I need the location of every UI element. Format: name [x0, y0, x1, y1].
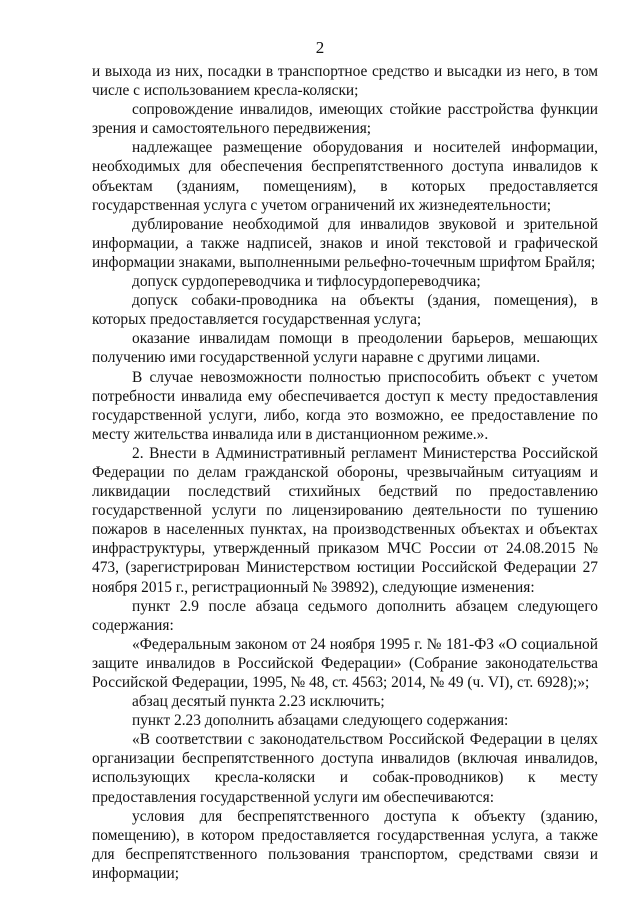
paragraph: допуск собаки-проводника на объекты (здания, помещения), в которых предоставляется государственная услуга; — [92, 292, 598, 329]
paragraph: допуск сурдопереводчика и тифлосурдопереводчика; — [132, 273, 481, 291]
paragraph: сопровождение инвалидов, имеющих стойкие расстройства функции зрения и самостоятельного передвижения; — [92, 101, 598, 138]
paragraph: 2. Внести в Административный регламент Министерства Российской Федерации по делам гражданской обороны, чрезвычайным ситуациям и ликвидации последствий стихийных бедствий по предоставлению государственной услуги по лицензированию деятельности по тушению пожаров в населенных пунктах, на производственных объектах и объектах инфраструктуры, утвержденный приказом МЧС России от 24.08.2015 № 473, (зарегистрирован Министерством юстиции Российской Федерации 27 ноября 2015 г., регистрационный № 39892), следующие изменения: — [92, 444, 598, 596]
paragraph: оказание инвалидам помощи в преодолении барьеров, мешающих получению ими государственной услуги наравне с другими лицами. — [92, 330, 598, 367]
document-body — [92, 62, 598, 883]
page-number: 2 — [315, 38, 325, 57]
paragraph: пункт 2.23 дополнить абзацами следующего содержания: — [132, 712, 509, 730]
paragraph: В случае невозможности полностью приспособить объект с учетом потребности инвалида ему обеспечивается доступ к месту предоставления государственной услуги, либо, когда это возможно, ее предоставление по месту жительства инвалида или в дистанционном режиме.». — [92, 368, 598, 443]
paragraph: надлежащее размещение оборудования и носителей информации, необходимых для обеспечения беспрепятственного доступа инвалидов к объектам (зданиям, помещениям), в которых предоставляется государственная услуга с учетом ограничений их жизнедеятельности; — [92, 139, 598, 214]
paragraph: пункт 2.9 после абзаца седьмого дополнить абзацем следующего содержания: — [92, 597, 598, 634]
paragraph-continuation: и выхода из них, посадки в транспортное средство и высадки из него, в том числе с использованием кресла-коляски; — [92, 63, 598, 100]
paragraph: абзац десятый пункта 2.23 исключить; — [132, 693, 385, 711]
paragraph: «Федеральным законом от 24 ноября 1995 г. № 181-ФЗ «О социальной защите инвалидов в Российской Федерации» (Собрание законодательства Российской Федерации, 1995, № 48, ст. 4563; 2014, № 49 (ч. VI), ст. 6928);»; — [92, 635, 598, 691]
paragraph: дублирование необходимой для инвалидов звуковой и зрительной информации, а также надписей, знаков и иной текстовой и графической информации знаками, выполненными рельефно-точечным шрифтом Брайля; — [92, 215, 598, 271]
paragraph: «В соответствии с законодательством Российской Федерации в целях организации беспрепятственного доступа инвалидов (включая инвалидов, использующих кресла-коляски и собак-проводников) к месту предоставления государственной услуги им обеспечиваются: — [92, 731, 598, 806]
paragraph: условия для беспрепятственного доступа к объекту (зданию, помещению), в котором предоставляется государственная услуга, а также для беспрепятственного пользования транспортом, средствами связи и информации; — [92, 807, 598, 882]
